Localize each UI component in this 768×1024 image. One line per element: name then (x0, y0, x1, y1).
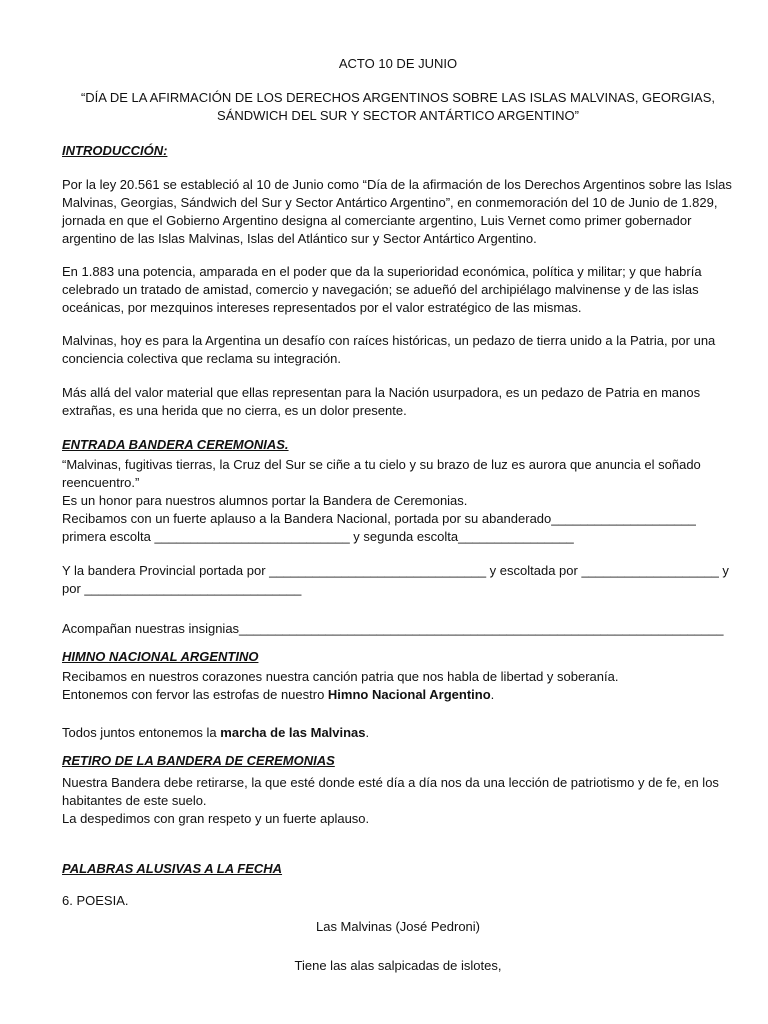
flag-entry-national: Recibamos con un fuerte aplauso a la Bandera Nacional, portada por su abanderado____________________ primera escolta ___________________________ y segunda escolta________________ (62, 511, 696, 544)
intro-paragraph-2: En 1.883 una potencia, amparada en el poder que da la superioridad económica, política y militar; y que habría celebrado un tratado de amistad, comercio y navegación; se adueñó del archipiélago malvinense y de las islas oceánicas, por mezquinos intereses representados por el valor estratégico de las mismas. (62, 264, 702, 315)
document-subtitle: “DÍA DE LA AFIRMACIÓN DE LOS DERECHOS ARGENTINOS SOBRE LAS ISLAS MALVINAS, GEORGIAS, SÁNDWICH DEL SUR Y SECTOR ANTÁRTICO ARGENTINO” (80, 90, 716, 123)
flag-retire-paragraph: Nuestra Bandera debe retirarse, la que esté donde esté día a día nos da una lección de patriotismo y de fe, en los habitantes de este suelo. (62, 775, 719, 808)
poetry-label: 6. POESIA. (62, 893, 129, 908)
flag-entry-insignias: Acompañan nuestras insignias___________________________________________________________________ (62, 621, 724, 636)
anthem-line-1: Recibamos en nuestros corazones nuestra canción patria que nos habla de libertad y soberanía. (62, 669, 619, 684)
intro-paragraph-3: Malvinas, hoy es para la Argentina un desafío con raíces históricas, un pedazo de tierra unido a la Patria, por una conciencia colectiva que reclama su integración. (62, 333, 716, 366)
anthem-text (62, 668, 734, 704)
flag-retire-farewell: La despedimos con gran respeto y un fuerte aplauso. (62, 811, 370, 826)
malvinas-march-line: Todos juntos entonemos la marcha de las Malvinas. (62, 725, 370, 740)
poem-title: Las Malvinas (José Pedroni) (315, 919, 481, 934)
poem-first-line: Tiene las alas salpicadas de islotes, (294, 958, 502, 973)
flag-retire-heading: RETIRO DE LA BANDERA DE CEREMONIAS (62, 753, 335, 768)
words-heading: PALABRAS ALUSIVAS A LA FECHA (62, 861, 283, 876)
flag-entry-provincial: Y la bandera Provincial portada por ______________________________ y escoltada por ___________________ y por ______________________________ (62, 563, 729, 596)
flag-entry-heading: ENTRADA BANDERA CEREMONIAS. (62, 437, 289, 452)
flag-retire-text (62, 774, 734, 828)
flag-entry-quote: “Malvinas, fugitivas tierras, la Cruz del Sur se ciñe a tu cielo y su brazo de luz es aurora que anuncia el soñado reencuentro.” (62, 457, 701, 490)
intro-paragraph-1: Por la ley 20.561 se estableció al 10 de Junio como “Día de la afirmación de los Derechos Argentinos sobre las Islas Malvinas, Georgias, Sándwich del Sur y Sector Antártico Argentino”, en conmemoración del 10 de Junio de 1.829, jornada en que el Gobierno Argentino designa al comerciante argentino, Luis Vernet como primer gobernador argentino de las Islas Malvinas, Islas del Atlántico sur y Sector Antártico Argentino. (62, 177, 732, 246)
anthem-line-2: Entonemos con fervor las estrofas de nuestro Himno Nacional Argentino. (62, 687, 495, 702)
intro-paragraph-4: Más allá del valor material que ellas representan para la Nación usurpadora, es un pedazo de Patria en manos extrañas, es una herida que no cierra, es un dolor presente. (62, 385, 701, 418)
anthem-heading: HIMNO NACIONAL ARGENTINO (62, 649, 259, 664)
intro-heading: INTRODUCCIÓN: (62, 143, 168, 158)
flag-entry-text (62, 456, 734, 546)
flag-entry-honor: Es un honor para nuestros alumnos portar la Bandera de Ceremonias. (62, 493, 468, 508)
document-title: ACTO 10 DE JUNIO (338, 56, 458, 71)
